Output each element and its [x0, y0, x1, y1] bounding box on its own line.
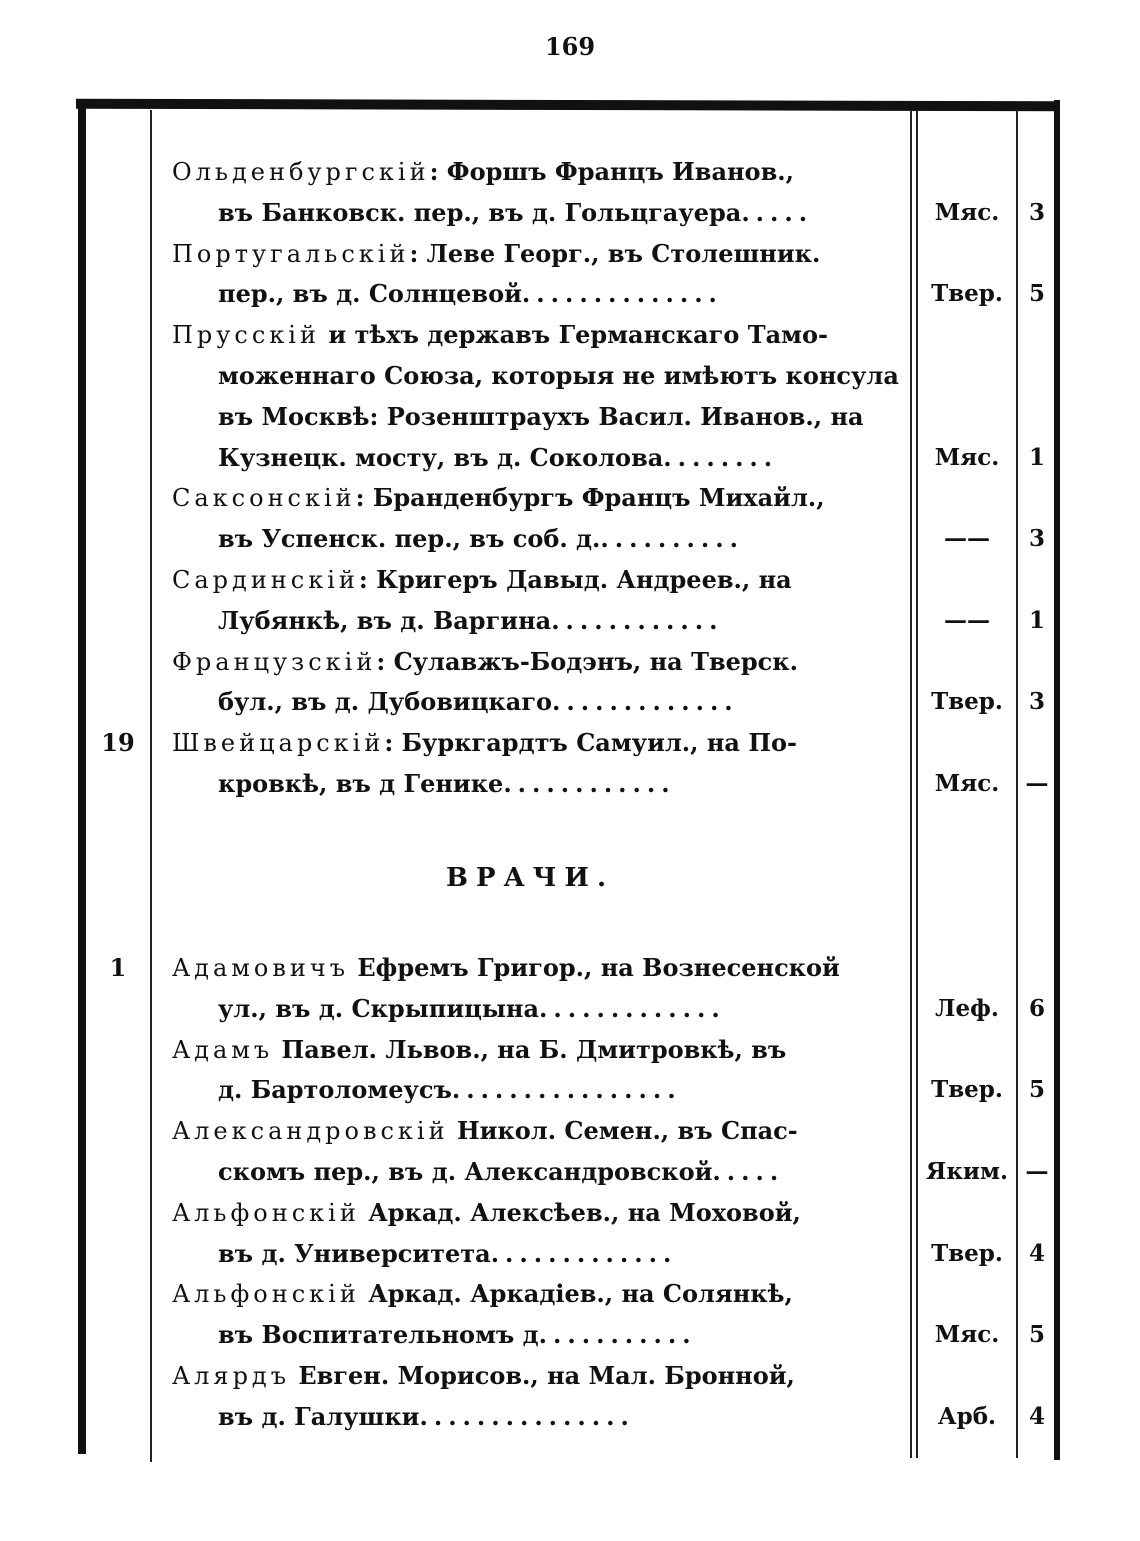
district-abbreviation: Яким. [926, 1158, 1008, 1185]
entry-line [172, 1191, 892, 1235]
district-number: 3 [1028, 525, 1045, 553]
entry-text: д. Бартоломеусъ [218, 1075, 452, 1105]
entry-text: : Буркгардтъ Самуил., на По- [384, 728, 797, 758]
leader-dots: .............. [521, 279, 723, 309]
district-number: 5 [1028, 280, 1045, 308]
district-number: 3 [1028, 688, 1045, 716]
entry-text: и тѣхъ державъ Германскаго Тамо- [319, 320, 828, 350]
entry-text: : Бранденбургъ Францъ Михайл., [355, 483, 825, 513]
entry-line [218, 599, 892, 643]
district-abbreviation: —— [944, 525, 990, 553]
district-column-divider-inner [916, 110, 918, 1458]
entry-line [218, 1232, 892, 1276]
number-column-divider [1016, 110, 1018, 1458]
entry-line [218, 517, 892, 561]
entry-text: Никол. Семен., въ Спас- [448, 1116, 798, 1146]
entry-line [218, 680, 892, 724]
leader-dots: ........ [663, 442, 779, 472]
entry-line [218, 191, 892, 235]
entry-text: Павел. Львов., на Б. Дмитровкѣ, въ [273, 1034, 787, 1064]
section-heading: ВРАЧИ. [445, 863, 615, 893]
entry-label: Сардинскій [172, 566, 359, 594]
entry-line [218, 354, 899, 398]
entry-text: ул., въ д. Скрыпицына [218, 993, 540, 1023]
entry-line [218, 762, 892, 806]
leader-dots: ..... [712, 1157, 785, 1186]
entry-text: Евген. Морисов., на Мал. Бронной, [289, 1361, 795, 1390]
district-abbreviation: Мяс. [934, 1321, 1000, 1349]
entry-line [218, 1395, 892, 1439]
leader-dots: ............. [539, 993, 726, 1023]
entry-text: въ Успенск. пер., въ соб. д. [218, 524, 601, 554]
district-abbreviation: Твер. [931, 1076, 1003, 1104]
district-abbreviation: Твер. [931, 688, 1003, 716]
entry-text: : Кригеръ Давыд. Андреев., на [358, 565, 792, 594]
entry-label: Алярдъ [172, 1362, 290, 1390]
entry-line [218, 1313, 892, 1357]
entry-label: Альфонскій [172, 1198, 360, 1227]
entry-text: скомъ пер., въ д. Александровской [218, 1157, 713, 1186]
entry-text: кровкѣ, въ д Генике [218, 769, 504, 798]
entry-label: Французскій [172, 647, 377, 676]
entry-label: Португальскій [172, 239, 410, 268]
page-number: 169 [544, 32, 596, 61]
entry-text: Лубянкѣ, въ д. Варгина [218, 605, 552, 635]
leader-dots: .......... [600, 524, 744, 554]
entry-text: : Сулавжъ-Бодэнъ, на Тверск. [376, 646, 798, 676]
district-column-divider [910, 110, 912, 1458]
entry-line [172, 1028, 892, 1072]
entry-line [172, 232, 892, 276]
entry-text: : Форшъ Францъ Иванов., [429, 157, 794, 186]
left-margin-number: 19 [101, 728, 135, 758]
left-column-divider [150, 110, 152, 1462]
district-abbreviation: Твер. [931, 280, 1003, 308]
entry-label: Ольденбургскій [172, 158, 430, 186]
entry-line [218, 1068, 892, 1112]
entry-text: : Леве Георг., въ Столешник. [409, 238, 821, 268]
left-margin-number: 1 [109, 953, 127, 982]
left-border [78, 104, 86, 1454]
leader-dots: ........... [538, 1320, 697, 1350]
entry-text: въ Банковск. пер., въ д. Гольцгауера [218, 197, 742, 227]
district-number: 6 [1028, 994, 1045, 1022]
leader-dots: ............... [419, 1401, 635, 1431]
entry-line [172, 1109, 892, 1153]
district-abbreviation: Мяс. [934, 198, 1000, 226]
entry-label: Швейцарскій [172, 729, 385, 758]
district-number: 5 [1028, 1321, 1045, 1349]
district-number: 1 [1028, 443, 1045, 471]
entry-label: Адамовичъ [172, 954, 350, 982]
district-number: 4 [1028, 1402, 1045, 1430]
entry-line [172, 313, 892, 357]
entry-text: моженнаго Союза, которыя не имѣютъ консула [218, 361, 899, 390]
entry-line [218, 987, 892, 1031]
right-border [1054, 100, 1060, 1460]
leader-dots: ................ [451, 1075, 682, 1105]
entry-label: Альфонскій [172, 1280, 360, 1309]
entry-line [172, 946, 892, 990]
district-abbreviation: Мяс. [934, 770, 1000, 797]
district-number: — [1025, 770, 1049, 797]
top-rule [76, 99, 1060, 112]
leader-dots: ............ [551, 605, 724, 635]
entry-text: пер., въ д. Солнцевой [218, 279, 522, 309]
district-abbreviation: —— [944, 606, 990, 634]
entry-line [218, 1150, 892, 1194]
entry-line [218, 436, 892, 480]
district-abbreviation: Твер. [931, 1239, 1003, 1267]
district-number: 4 [1028, 1239, 1045, 1267]
entry-label: Адамъ [172, 1035, 274, 1064]
entry-line [172, 721, 892, 765]
entry-line [172, 558, 892, 602]
district-number: 3 [1028, 198, 1045, 226]
entry-label: Саксонскій [172, 484, 356, 513]
entry-line [172, 1354, 892, 1398]
entry-text: бул., въ д. Дубовицкаго [218, 687, 553, 717]
district-abbreviation: Леф. [935, 994, 999, 1022]
district-abbreviation: Арб. [937, 1402, 997, 1430]
entry-line [218, 395, 892, 439]
entry-text: въ д. Галушки [218, 1401, 420, 1431]
leader-dots: ............ [503, 769, 676, 798]
entry-line [172, 150, 892, 194]
entry-line [218, 272, 892, 316]
entry-text: Ефремъ Григор., на Вознесенской [349, 953, 840, 982]
entry-text: въ д. Университета [218, 1238, 491, 1268]
entry-text: въ Москвѣ: Розенштраухъ Васил. Иванов., на [218, 401, 864, 431]
entry-line [172, 640, 892, 684]
entry-text: Аркад. Алексѣев., на Моховой, [359, 1197, 801, 1227]
entry-label: Александровскій [172, 1117, 449, 1146]
district-number: — [1025, 1158, 1049, 1185]
leader-dots: ............. [552, 687, 739, 717]
entry-text: Кузнецк. мосту, въ д. Соколова [218, 442, 664, 472]
entry-text: въ Воспитательномъ д [218, 1320, 539, 1350]
district-abbreviation: Мяс. [934, 443, 1000, 471]
entry-text: Аркад. Аркадіев., на Солянкѣ, [359, 1279, 793, 1309]
entry-label: Прусскій [172, 321, 320, 350]
district-number: 1 [1028, 606, 1045, 634]
entry-line [172, 1272, 892, 1316]
entry-line [172, 476, 892, 520]
leader-dots: ..... [741, 197, 814, 227]
district-number: 5 [1028, 1076, 1045, 1104]
leader-dots: ............. [490, 1238, 678, 1268]
